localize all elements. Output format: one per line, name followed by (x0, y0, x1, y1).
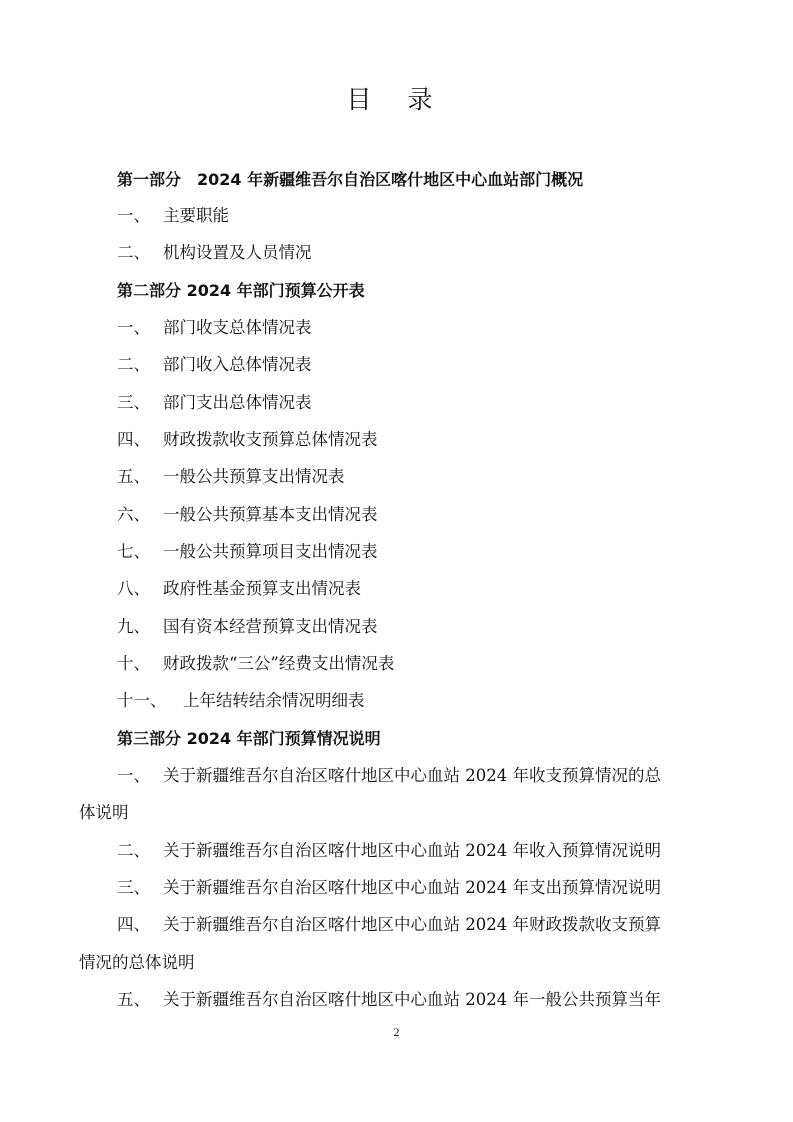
toc-item-number: 五、 (117, 990, 150, 1009)
toc-item-number: 三、 (117, 393, 150, 412)
toc-item-text: 关于新疆维吾尔自治区喀什地区中心血站 2024 年一般公共预算当年 (163, 990, 661, 1009)
toc-item-number: 九、 (117, 617, 150, 636)
toc-item-number: 二、 (117, 243, 150, 262)
toc-item-text: 财政拨款“三公”经费支出情况表 (163, 654, 395, 673)
toc-item-text: 一般公共预算支出情况表 (163, 467, 345, 486)
part-heading-3: 第三部分 2024 年部门预算情况说明 (117, 729, 381, 748)
toc-item-number: 十、 (117, 654, 150, 673)
toc-item (117, 353, 717, 377)
toc-item-text: 一般公共预算项目支出情况表 (163, 542, 378, 561)
toc-item-number: 二、 (117, 841, 150, 860)
toc-item (117, 764, 717, 788)
toc-item-text: 财政拨款收支预算总体情况表 (163, 430, 378, 449)
toc-item-number: 一、 (117, 206, 150, 225)
toc-item (117, 540, 717, 564)
toc-item-number: 三、 (117, 878, 150, 897)
toc-item (117, 316, 717, 340)
toc-item-number: 十一、 (117, 691, 167, 710)
toc-item (117, 391, 717, 415)
toc-item-text: 关于新疆维吾尔自治区喀什地区中心血站 2024 年支出预算情况说明 (163, 878, 661, 897)
page-title: 目 录 (346, 85, 447, 114)
toc-item-number: 七、 (117, 542, 150, 561)
toc-item (117, 615, 717, 639)
toc-item (117, 876, 717, 900)
toc-item (117, 988, 717, 1012)
toc-item-text: 主要职能 (163, 206, 229, 225)
toc-item-text: 国有资本经营预算支出情况表 (163, 617, 378, 636)
toc-item (117, 465, 717, 489)
toc-item-text: 政府性基金预算支出情况表 (163, 579, 361, 598)
toc-item-text: 关于新疆维吾尔自治区喀什地区中心血站 2024 年财政拨款收支预算 (163, 915, 661, 934)
toc-item-number: 四、 (117, 430, 150, 449)
toc-item-number: 一、 (117, 318, 150, 337)
toc-item-text: 部门收入总体情况表 (163, 355, 312, 374)
toc-item-continuation: 情况的总体说明 (79, 953, 195, 972)
toc-item-number: 二、 (117, 355, 150, 374)
part-heading-2: 第二部分 2024 年部门预算公开表 (117, 281, 365, 300)
toc-item (117, 652, 717, 676)
toc-item-text: 上年结转结余情况明细表 (183, 691, 365, 710)
toc-item-text: 机构设置及人员情况 (163, 243, 312, 262)
toc-item (117, 241, 717, 265)
page-number: 2 (393, 1025, 400, 1039)
toc-item-text: 部门支出总体情况表 (163, 393, 312, 412)
part-heading-1: 第一部分 2024 年新疆维吾尔自治区喀什地区中心血站部门概况 (117, 170, 584, 189)
toc-item-number: 五、 (117, 467, 150, 486)
toc-item-text: 一般公共预算基本支出情况表 (163, 505, 378, 524)
toc-item (117, 689, 717, 713)
toc-item (117, 503, 717, 527)
toc-item (117, 204, 717, 228)
toc-item (117, 839, 717, 863)
toc-item-text: 关于新疆维吾尔自治区喀什地区中心血站 2024 年收入预算情况说明 (163, 841, 661, 860)
toc-item-text: 部门收支总体情况表 (163, 318, 312, 337)
toc-item (117, 428, 717, 452)
toc-item-text: 关于新疆维吾尔自治区喀什地区中心血站 2024 年收支预算情况的总 (163, 766, 661, 785)
toc-item-number: 一、 (117, 766, 150, 785)
toc-item (117, 913, 717, 937)
toc-item-number: 四、 (117, 915, 150, 934)
toc-item-number: 八、 (117, 579, 150, 598)
toc-item-number: 六、 (117, 505, 150, 524)
toc-item (117, 577, 717, 601)
toc-item-continuation: 体说明 (79, 803, 129, 822)
